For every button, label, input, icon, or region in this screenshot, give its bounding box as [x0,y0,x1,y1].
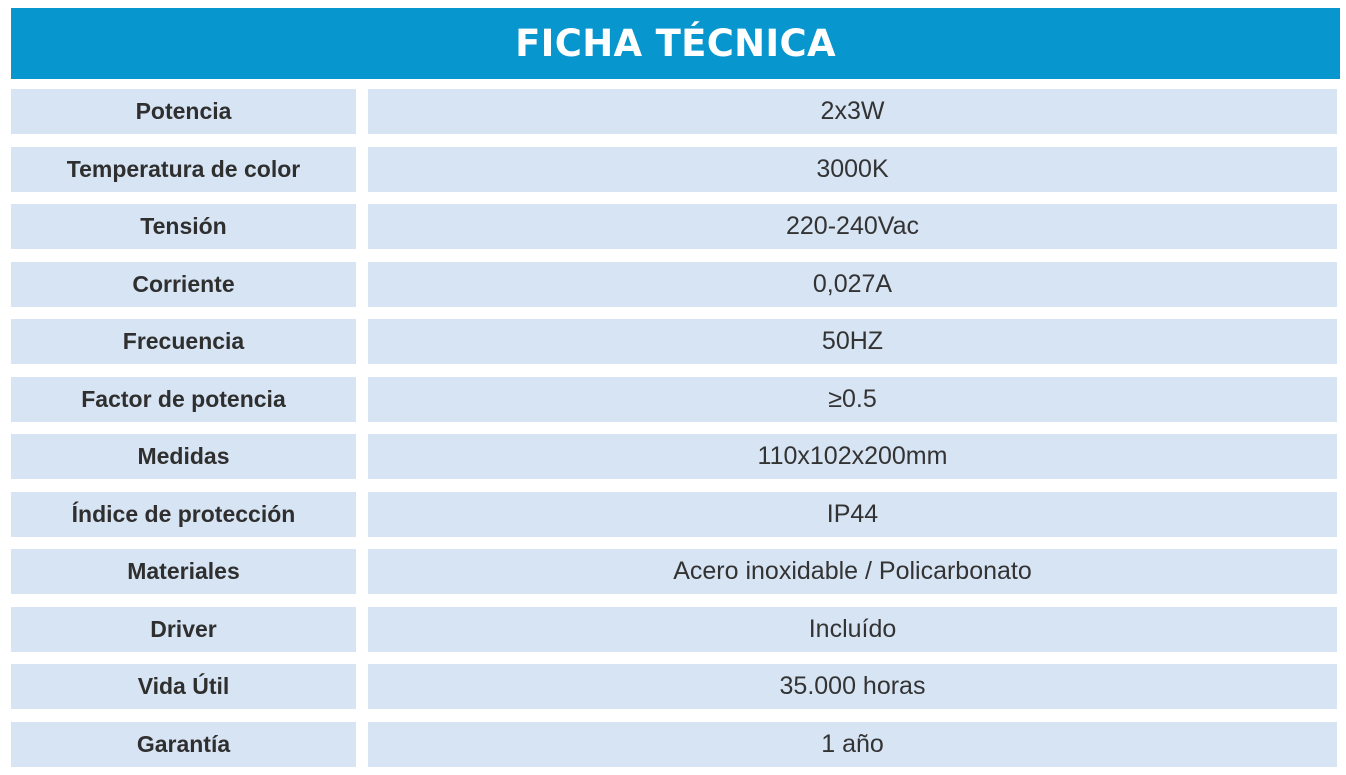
spec-value: 110x102x200mm [368,434,1337,479]
spec-label: Vida Útil [11,664,356,709]
spec-title: FICHA TÉCNICA [515,22,836,65]
spec-table [11,89,1337,775]
spec-value: 0,027A [368,262,1337,307]
spec-row-factor [11,377,1337,422]
spec-value: 50HZ [368,319,1337,364]
spec-label: Factor de potencia [11,377,356,422]
spec-label: Temperatura de color [11,147,356,192]
spec-row-corriente [11,262,1337,307]
spec-label: Índice de protección [11,492,356,537]
spec-label: Potencia [11,89,356,134]
spec-value: IP44 [368,492,1337,537]
spec-value: 3000K [368,147,1337,192]
spec-row-tension [11,204,1337,249]
spec-value: Incluído [368,607,1337,652]
spec-value: 1 año [368,722,1337,767]
spec-row-vida-util [11,664,1337,709]
spec-label: Garantía [11,722,356,767]
spec-row-garantia [11,722,1337,767]
spec-label: Frecuencia [11,319,356,364]
spec-value: 35.000 horas [368,664,1337,709]
spec-row-temperatura [11,147,1337,192]
spec-value: 2x3W [368,89,1337,134]
spec-row-indice [11,492,1337,537]
spec-value: Acero inoxidable / Policarbonato [368,549,1337,594]
spec-value: 220-240Vac [368,204,1337,249]
spec-label: Medidas [11,434,356,479]
spec-row-potencia [11,89,1337,134]
spec-label: Driver [11,607,356,652]
spec-row-materiales [11,549,1337,594]
spec-row-driver [11,607,1337,652]
spec-row-frecuencia [11,319,1337,364]
spec-label: Tensión [11,204,356,249]
spec-label: Materiales [11,549,356,594]
spec-row-medidas [11,434,1337,479]
spec-label: Corriente [11,262,356,307]
spec-header [11,8,1340,79]
spec-value: ≥0.5 [368,377,1337,422]
